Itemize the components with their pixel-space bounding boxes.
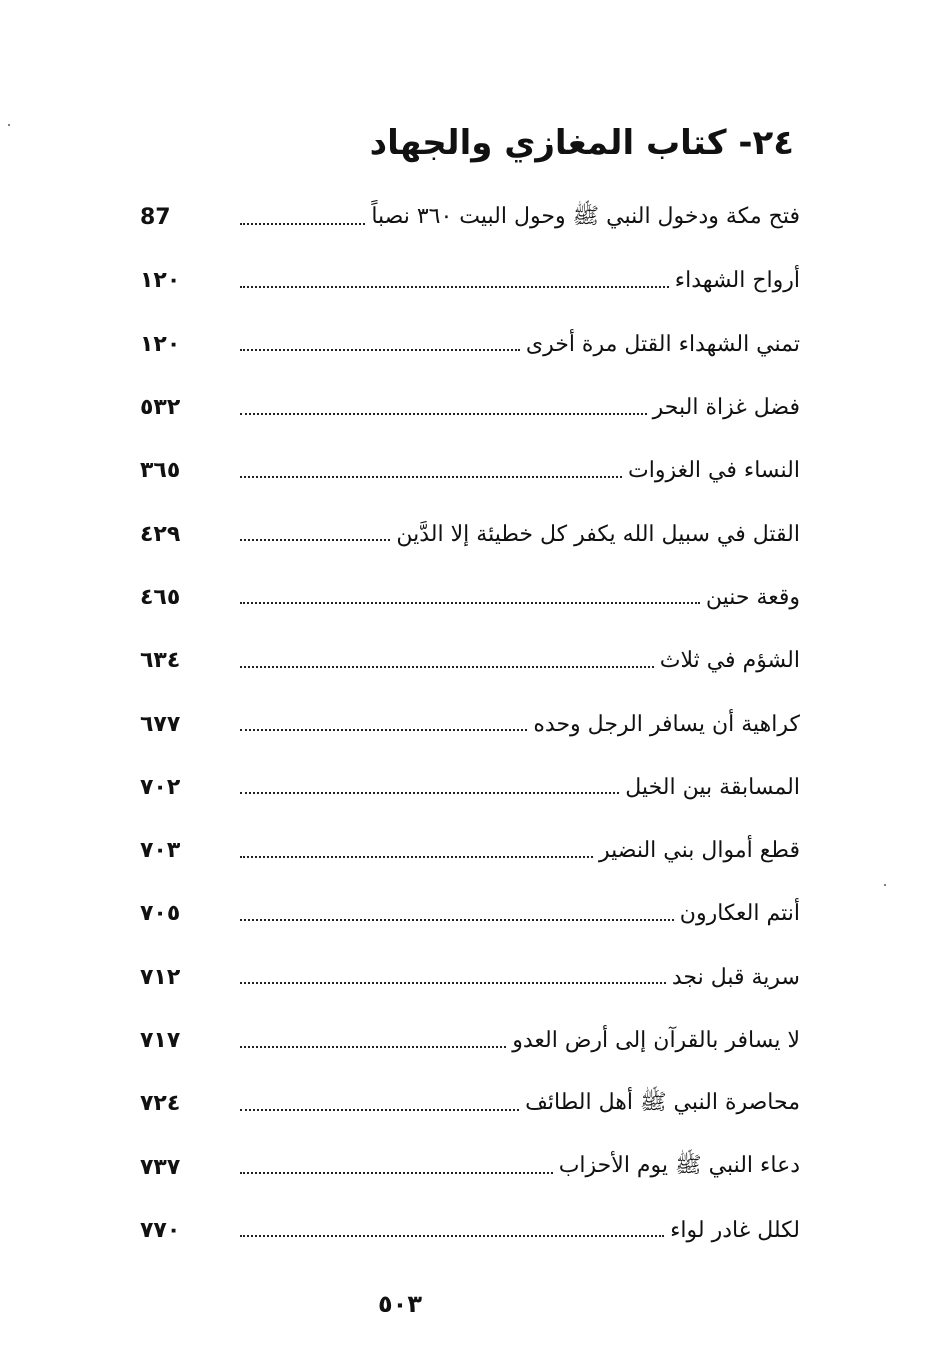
toc-entry — [140, 1199, 800, 1262]
entry-title: المسابقة بين الخيل — [625, 774, 800, 800]
dot-leader — [240, 1172, 553, 1174]
toc-entry — [140, 756, 800, 819]
dot-leader — [240, 602, 700, 604]
entry-page-number: ٤٦٥ — [140, 584, 181, 610]
entry-page-number: ٥٣٢ — [140, 395, 181, 421]
dot-leader — [240, 413, 647, 415]
entry-page-number: ٧١٧ — [140, 1028, 181, 1053]
toc-entry — [140, 1009, 800, 1072]
entry-page-number: 87 — [140, 205, 171, 231]
toc-entry — [140, 1072, 800, 1135]
dot-leader — [240, 982, 666, 984]
toc-entry — [140, 313, 800, 376]
entry-page-number: ١٢٠ — [140, 331, 181, 357]
entry-title: الشؤم في ثلاث — [659, 648, 800, 674]
chapter-title: ٢٤- كتاب المغازي والجهاد — [369, 123, 794, 163]
dot-leader — [240, 1046, 506, 1048]
dot-leader — [240, 539, 390, 541]
entry-title: لكلل غادر لواء — [670, 1217, 800, 1243]
toc-entry — [140, 439, 800, 502]
dot-leader — [240, 792, 619, 794]
entry-page-number: ٤٢٩ — [140, 521, 181, 547]
entry-page-number: ٧١٢ — [140, 964, 181, 990]
toc-entry — [140, 502, 800, 565]
entry-page-number: ٣٦٥ — [140, 458, 181, 484]
toc-entry — [140, 692, 800, 755]
entry-title: كراهية أن يسافر الرجل وحده — [533, 711, 800, 737]
dot-leader — [240, 1235, 664, 1237]
toc-entry — [140, 186, 800, 249]
entry-page-number: ٧٣٧ — [140, 1154, 181, 1180]
entry-title: وقعة حنين — [705, 584, 800, 610]
entry-title: تمني الشهداء القتل مرة أخرى — [525, 331, 800, 357]
dot-leader — [240, 1109, 519, 1111]
dot-leader — [240, 856, 593, 858]
entry-title: فتح مكة ودخول النبي ﷺ وحول البيت ٣٦٠ نصباً — [371, 203, 800, 229]
toc-entry — [140, 566, 800, 629]
dot-leader — [240, 666, 654, 668]
table-of-contents — [140, 186, 800, 1262]
toc-entry — [140, 376, 800, 439]
entry-title: فضل غزاة البحر — [652, 395, 800, 421]
entry-page-number: ٧٢٤ — [140, 1091, 181, 1117]
entry-title: لا يسافر بالقرآن إلى أرض العدو — [512, 1028, 800, 1053]
page-number: ٥٠٣ — [378, 1290, 422, 1318]
dot-leader — [240, 729, 527, 731]
toc-entry — [140, 629, 800, 692]
entry-page-number: ٦٧٧ — [140, 711, 181, 737]
dot-leader — [240, 223, 365, 225]
entry-page-number: ٧٧٠ — [140, 1217, 181, 1243]
scan-speck — [884, 884, 886, 886]
toc-entry — [140, 1135, 800, 1198]
entry-page-number: ٦٣٤ — [140, 648, 181, 674]
entry-title: دعاء النبي ﷺ يوم الأحزاب — [558, 1153, 800, 1179]
entry-title: محاصرة النبي ﷺ أهل الطائف — [525, 1089, 800, 1115]
toc-entry — [140, 819, 800, 882]
entry-page-number: ٧٠٢ — [140, 774, 181, 800]
entry-title: القتل في سبيل الله يكفر كل خطيئة إلا الدَّين — [396, 521, 800, 547]
toc-entry — [140, 882, 800, 945]
dot-leader — [240, 476, 622, 478]
dot-leader — [240, 349, 520, 351]
entry-title: أرواح الشهداء — [674, 268, 800, 294]
dot-leader — [240, 286, 669, 288]
entry-title: سرية قبل نجد — [671, 964, 800, 990]
entry-title: أنتم العكارون — [679, 901, 800, 927]
toc-entry — [140, 249, 800, 312]
entry-title: قطع أموال بني النضير — [598, 838, 800, 864]
entry-page-number: ٧٠٣ — [140, 838, 181, 864]
entry-page-number: ٧٠٥ — [140, 901, 181, 927]
entry-page-number: ١٢٠ — [140, 268, 181, 294]
toc-entry — [140, 946, 800, 1009]
dot-leader — [240, 919, 674, 921]
entry-title: النساء في الغزوات — [628, 458, 800, 484]
scan-speck — [8, 124, 10, 126]
